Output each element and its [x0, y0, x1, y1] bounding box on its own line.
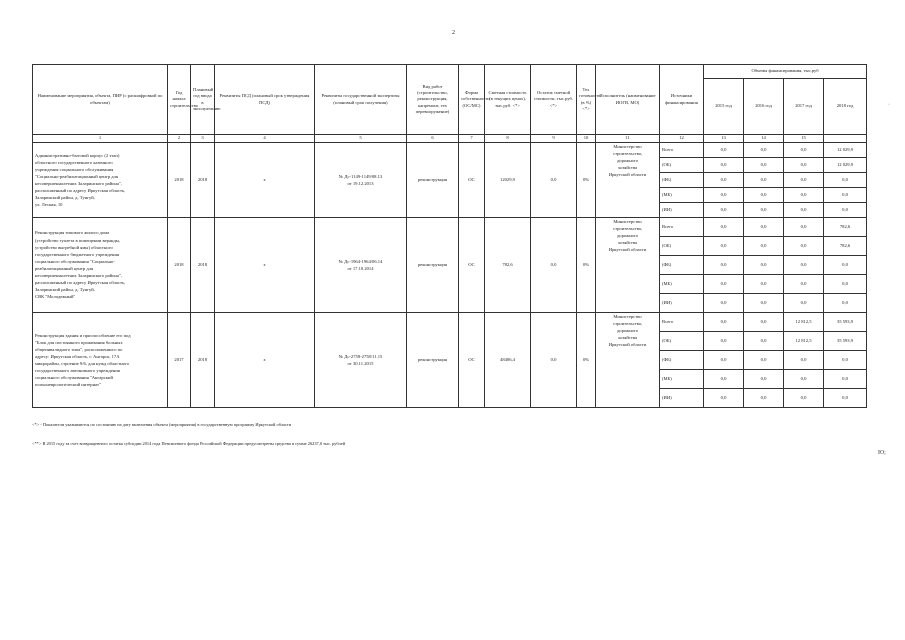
amount-cell: 0,0 — [784, 389, 824, 408]
page-number: 2 — [452, 30, 455, 36]
amount-cell: 0,0 — [744, 158, 784, 173]
ownership: ОС — [459, 143, 485, 218]
executor: Министерство строительства, дорожного хозяйства Иркутской области — [596, 143, 660, 218]
amount-cell: 0,0 — [704, 218, 744, 237]
amount-cell: 782,6 — [824, 237, 867, 256]
cost-remainder: 0,0 — [531, 313, 577, 408]
source-name: (ИИ) — [660, 389, 704, 408]
amount-cell: 0,0 — [744, 351, 784, 370]
column-number: 14 — [744, 135, 784, 143]
amount-cell: 0,0 — [744, 143, 784, 158]
end-year: 2018 — [191, 313, 215, 408]
amount-cell: 0,0 — [744, 188, 784, 203]
amount-cell: 0,0 — [704, 173, 744, 188]
amount-cell: 0,0 — [704, 143, 744, 158]
psd-details: x — [215, 143, 315, 218]
executor: Министерство строительства, дорожного хозяйства Иркутской области — [596, 218, 660, 313]
year-header: 2017 год — [784, 79, 824, 135]
column-number: 7 — [459, 135, 485, 143]
amount-cell: 0,0 — [704, 275, 744, 294]
amount-cell: 0,0 — [744, 332, 784, 351]
readiness: 0% — [577, 143, 596, 218]
amount-cell: 0,0 — [784, 370, 824, 389]
expertise-details: № Дс-1964-1964/06.14 от 17.10.2014 — [315, 218, 407, 313]
expertise-details: № Дс-1149-1149/08.13 от 19.12.2013 — [315, 143, 407, 218]
estimated-cost: 782,6 — [485, 218, 531, 313]
amount-cell: 0,0 — [824, 173, 867, 188]
expertise-details: № Дс-2758-2758/11.15 от 30.11.2015 — [315, 313, 407, 408]
amount-cell: 0,0 — [744, 218, 784, 237]
column-number: 4 — [215, 135, 315, 143]
amount-cell: 0,0 — [784, 158, 824, 173]
year-header: 2015 год — [704, 79, 744, 135]
end-year: 2018 — [191, 218, 215, 313]
amount-cell: 0,0 — [704, 188, 744, 203]
amount-cell: 0,0 — [704, 158, 744, 173]
column-number: 5 — [315, 135, 407, 143]
footnotes — [32, 421, 882, 459]
estimated-cost: 48406,4 — [485, 313, 531, 408]
source-name: (ОБ) — [660, 158, 704, 173]
column-number: 1 — [33, 135, 168, 143]
amount-cell: 0,0 — [704, 203, 744, 218]
amount-cell: 0,0 — [744, 256, 784, 275]
source-name: Всего — [660, 218, 704, 237]
fin-group-header: Объемы финансирования, тыс.руб — [704, 65, 867, 79]
start-year: 2018 — [168, 143, 191, 218]
source-name: (МБ) — [660, 188, 704, 203]
column-number: 13 — [704, 135, 744, 143]
work-type: реконструкция — [407, 313, 459, 408]
amount-cell: 12 812,5 — [784, 332, 824, 351]
amount-cell: 0,0 — [784, 218, 824, 237]
amount-cell: 0,0 — [784, 351, 824, 370]
amount-cell: 0,0 — [784, 275, 824, 294]
start-year: 2018 — [168, 218, 191, 313]
column-number: 6 — [407, 135, 459, 143]
col-expertise-header: Реквизиты государственной экспертизы (плановый срок получения) — [315, 65, 407, 135]
amount-cell: 0,0 — [704, 351, 744, 370]
col-work-header: Вид работ (строительство, реконструкция, капремонт, тех перевооружение) — [407, 65, 459, 135]
work-type: реконструкция — [407, 218, 459, 313]
readiness: 0% — [577, 313, 596, 408]
amount-cell: 0,0 — [824, 389, 867, 408]
col-ready-header: Тех готовность (в %) <*> — [577, 65, 596, 135]
column-number: 15 — [784, 135, 824, 143]
amount-cell: 0,0 — [784, 173, 824, 188]
table-row — [33, 313, 867, 332]
amount-cell: 0,0 — [744, 313, 784, 332]
amount-cell: 12 812,5 — [784, 313, 824, 332]
source-name: (ОБ) — [660, 237, 704, 256]
margin-mark: · — [888, 102, 890, 108]
ownership: ОС — [459, 313, 485, 408]
column-numbers-row — [33, 135, 867, 143]
object-name: Реконструкция здания и приспособление его под "Блок для постоянного проживания больных общеинвалидного типа", расположенного по адресу: Иркутская область, г. Ангарск, 17А микрорайон, строение 9/6, для нужд областного государственного автономного учреждения социального обслуживания "Ангарский психоневрологический интернат" — [33, 313, 168, 408]
source-name: (ФБ) — [660, 351, 704, 370]
cost-remainder: 0,0 — [531, 218, 577, 313]
col-cost-header: Сметная стоимость (в текущих ценах), тыс.руб. <*> — [485, 65, 531, 135]
source-name: Всего — [660, 313, 704, 332]
amount-cell: 0,0 — [744, 389, 784, 408]
amount-cell: 0,0 — [784, 188, 824, 203]
amount-cell: 0,0 — [784, 256, 824, 275]
amount-cell: 12 029,9 — [824, 158, 867, 173]
amount-cell: 0,0 — [744, 294, 784, 313]
col-name-header: Наименование мероприятия, объекта, ПИР (с расшифровкой по объектам) — [33, 65, 168, 135]
column-number: 11 — [596, 135, 660, 143]
amount-cell: 35 593,9 — [824, 313, 867, 332]
amount-cell: 0,0 — [704, 313, 744, 332]
amount-cell: 0,0 — [704, 237, 744, 256]
col-rest-header: Остаток сметной стоимости, тыс.руб. <*> — [531, 65, 577, 135]
source-name: (ФБ) — [660, 256, 704, 275]
col-sources-header: Источники финансирования — [660, 65, 704, 135]
start-year: 2017 — [168, 313, 191, 408]
amount-cell: 0,0 — [744, 237, 784, 256]
ownership: ОС — [459, 218, 485, 313]
amount-cell: 0,0 — [824, 203, 867, 218]
readiness: 0% — [577, 218, 596, 313]
column-number: 2 — [168, 135, 191, 143]
amount-cell: 0,0 — [744, 203, 784, 218]
col-start-header: Год начала строительства — [168, 65, 191, 135]
amount-cell: 0,0 — [704, 389, 744, 408]
col-psd-header: Реквизиты ПСД (плановый срок утверждения ПСД) — [215, 65, 315, 135]
source-name: (ИИ) — [660, 294, 704, 313]
footnote: <**> В 2015 году за счет возвращенного остатка субсидии 2014 года Пенсионного фонда Российской Федерации предусмотрены средства в сумме 26237,0 тыс. рублей — [32, 441, 346, 447]
cost-remainder: 0,0 — [531, 143, 577, 218]
financing-table — [32, 64, 867, 408]
psd-details: x — [215, 313, 315, 408]
footnote: <*> - Показатели указываются по состоянию на дату включения объекта (мероприятия) в государственную программу Иркутской области — [32, 422, 292, 427]
amount-cell: 0,0 — [824, 370, 867, 389]
source-name: (МБ) — [660, 275, 704, 294]
amount-cell: 0,0 — [824, 351, 867, 370]
year-header: 2018 год — [824, 79, 867, 135]
table-row — [33, 143, 867, 158]
estimated-cost: 12029,9 — [485, 143, 531, 218]
object-name: Административно-бытовой корпус (2 этап) областного государственного казенного учреждения социального обслуживания "Социально-реабилитационный центр для несовершеннолетних Заларинского района", расположенный по адресу Иркутская область, Заларинский район, д. Тунгуй, ул. Лесная, 10 — [33, 143, 168, 218]
amount-cell: 0,0 — [784, 143, 824, 158]
column-number: 12 — [660, 135, 704, 143]
source-name: Всего — [660, 143, 704, 158]
amount-cell: 0,0 — [704, 332, 744, 351]
amount-cell: 0,0 — [744, 275, 784, 294]
margin-mark: Ю; — [878, 450, 886, 456]
col-ownership-header: Форма собственности (ОС/МС) — [459, 65, 485, 135]
executor: Министерство строительства, дорожного хозяйства Иркутской области — [596, 313, 660, 408]
column-number — [824, 135, 867, 143]
amount-cell: 0,0 — [784, 294, 824, 313]
source-name: (ФБ) — [660, 173, 704, 188]
source-name: (ИИ) — [660, 203, 704, 218]
table-row — [33, 218, 867, 237]
amount-cell: 0,0 — [744, 173, 784, 188]
amount-cell: 782,6 — [824, 218, 867, 237]
source-name: (ОБ) — [660, 332, 704, 351]
amount-cell: 0,0 — [704, 370, 744, 389]
psd-details: x — [215, 218, 315, 313]
work-type: реконструкция — [407, 143, 459, 218]
col-end-header: Плановый год ввода в эксплуатацию — [191, 65, 215, 135]
column-number: 10 — [577, 135, 596, 143]
amount-cell: 0,0 — [824, 294, 867, 313]
column-number: 9 — [531, 135, 577, 143]
amount-cell: 0,0 — [784, 237, 824, 256]
object-name: Реконструкция типового жилого дома (устройство туалета в помещении веранды, устройство выгребной ямы) областного государственного бюджетного учреждения социального обслуживания "Социально- реабилитационный центр для несовершеннолетних Заларинского района", расположенный по адресу Иркутская область, Заларинский район, д. Тунгуй, СВК "Молодежный" — [33, 218, 168, 313]
amount-cell: 0,0 — [744, 370, 784, 389]
column-number: 8 — [485, 135, 531, 143]
amount-cell: 0,0 — [824, 256, 867, 275]
amount-cell: 0,0 — [824, 188, 867, 203]
col-executor-header: Исполнитель (наименование ИОГВ, МО) — [596, 65, 660, 135]
amount-cell: 0,0 — [784, 203, 824, 218]
column-number: 3 — [191, 135, 215, 143]
end-year: 2018 — [191, 143, 215, 218]
source-name: (МБ) — [660, 370, 704, 389]
amount-cell: 12 029,9 — [824, 143, 867, 158]
amount-cell: 35 593,9 — [824, 332, 867, 351]
amount-cell: 0,0 — [704, 294, 744, 313]
amount-cell: 0,0 — [704, 256, 744, 275]
amount-cell: 0,0 — [824, 275, 867, 294]
year-header: 2016 год — [744, 79, 784, 135]
